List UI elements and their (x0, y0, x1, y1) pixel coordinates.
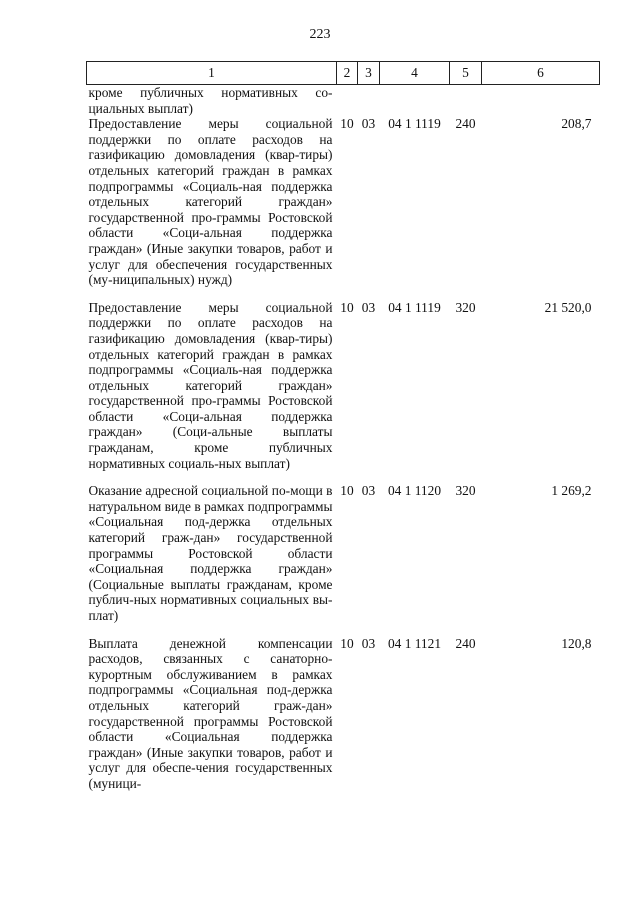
header-col-5: 5 (450, 62, 482, 85)
row-description: Оказание адресной социальной по-мощи в натуральном виде в рамках подпрограммы «Социальная под-держка отдельных категорий граж-дан» государственной программы Ростовской области «Социальная поддержка граждан» (Социальные выплаты гражданам, кроме публич-ных нормативных социальных вы-плат) (88, 483, 333, 623)
header-col-6: 6 (482, 62, 600, 85)
table-row (87, 483, 600, 635)
row-subsection: 03 (361, 116, 376, 132)
row-subsection: 03 (361, 299, 376, 315)
row-description: Предоставление меры социальной поддержки по оплате расходов на газификацию домовладения (квар-тиры) отдельных категорий граждан в рамках подпрограммы «Социаль-ная поддержка отдельных категорий граждан» государственной про-граммы Ростовской области «Соци-альная поддержка граждан» (Иные закупки товаров, работ и услуг для обеспечения государственных (му-ниципальных) нужд) (88, 116, 333, 288)
row-target-code: 04 1 1121 (387, 635, 442, 651)
row-amount: 120,8 (561, 635, 592, 651)
header-col-3: 3 (358, 62, 380, 85)
row-description: Предоставление меры социальной поддержки по оплате расходов на газификацию домовладения (квар-тиры) отдельных категорий граждан в рамках подпрограммы «Социаль-ная поддержка отдельных категорий граждан» государственной про-граммы Ростовской области «Соци-альная поддержка граждан» (Соци-альные выплаты гражданам, кроме публичных нормативных социаль-ных выплат) (88, 299, 333, 471)
row-amount: 21 520,0 (544, 299, 592, 315)
header-col-2: 2 (337, 62, 358, 85)
row-target-code: 04 1 1119 (388, 299, 441, 315)
row-expense-type: 320 (455, 483, 476, 499)
row-subsection: 03 (361, 635, 376, 651)
row-amount: 1 269,2 (551, 483, 592, 499)
row-section: 10 (340, 299, 354, 315)
budget-table (86, 61, 600, 804)
header-col-1: 1 (87, 62, 337, 85)
continuation-row (87, 85, 600, 117)
row-target-code: 04 1 1120 (387, 483, 442, 499)
table-header (87, 62, 600, 85)
row-subsection: 03 (361, 483, 376, 499)
page-number: 223 (309, 27, 331, 42)
table-row (87, 300, 600, 484)
row-section: 10 (340, 483, 354, 499)
row-expense-type: 240 (455, 116, 476, 132)
row-expense-type: 320 (455, 299, 476, 315)
header-col-4: 4 (380, 62, 450, 85)
row-amount: 208,7 (561, 116, 592, 132)
row-target-code: 04 1 1119 (388, 116, 441, 132)
table-row (87, 116, 600, 300)
row-section: 10 (340, 116, 354, 132)
row-expense-type: 240 (455, 635, 476, 651)
row-description: Выплата денежной компенсации расходов, связанных с санаторно-курортным обслуживанием в рамках подпрограммы «Социальная под-держка отдельных категорий граж-дан» государственной программы Ростовской области «Социальная поддержка граждан» (Иные закупки товаров, работ и услуг для обеспе-чения государственных (муници- (88, 635, 333, 791)
row-section: 10 (340, 635, 354, 651)
table-row (87, 636, 600, 804)
continuation-description: кроме публичных нормативных со-циальных выплат) (88, 85, 333, 116)
